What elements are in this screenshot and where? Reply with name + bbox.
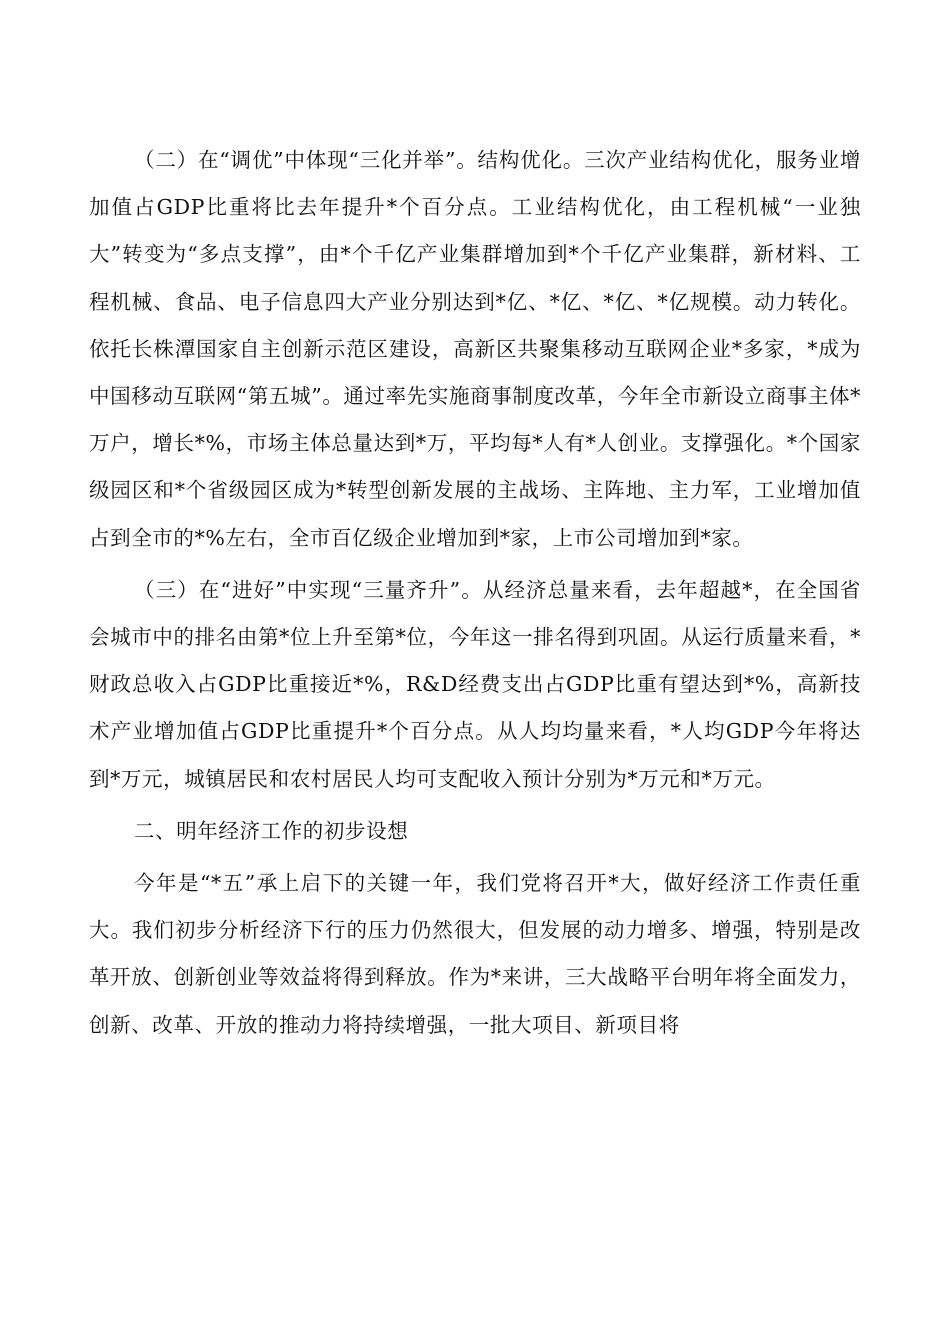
document-page xyxy=(89,137,861,1054)
paragraph-quantity-growth: （三）在“进好”中实现“三量齐升”。从经济总量来看，去年超越*，在全国省会城市中的排名由第*位上升至第*位，今年这一排名得到巩固。从运行质量来看，*财政总收入占GDP比重接近*%，R&D经费支出占GDP比重有望达到*%，高新技术产业增加值占GDP比重提升*个百分点。从人均均量来看，*人均GDP今年将达到*万元，城镇居民和农村居民人均可支配收入预计分别为*万元和*万元。 xyxy=(89,577,861,791)
paragraph-next-year-outlook: 今年是“*五”承上启下的关键一年，我们党将召开*大，做好经济工作责任重大。我们初步分析经济下行的压力仍然很大，但发展的动力增多、增强，特别是改革开放、创新创业等效益将得到释放。作为*来讲，三大战略平台明年将全面发力，创新、改革、开放的推动力将持续增强，一批大项目、新项目将 xyxy=(89,871,861,1037)
paragraph-structure-optimization: （二）在“调优”中体现“三化并举”。结构优化。三次产业结构优化，服务业增加值占GDP比重将比去年提升*个百分点。工业结构优化，由工程机械“一业独大”转变为“多点支撑”，由*个千亿产业集群增加到*个千亿产业集群，新材料、工程机械、食品、电子信息四大产业分别达到*亿、*亿、*亿、*亿规模。动力转化。依托长株潭国家自主创新示范区建设，高新区共聚集移动互联网企业*多家，*成为中国移动互联网“第五城”。通过率先实施商事制度改革，今年全市新设立商事主体*万户，增长*%，市场主体总量达到*万，平均每*人有*人创业。支撑强化。*个国家级园区和*个省级园区成为*转型创新发展的主战场、主阵地、主力军，工业增加值占到全市的*%左右，全市百亿级企业增加到*家，上市公司增加到*家。 xyxy=(89,148,861,550)
section-heading: 二、明年经济工作的初步设想 xyxy=(134,818,409,843)
